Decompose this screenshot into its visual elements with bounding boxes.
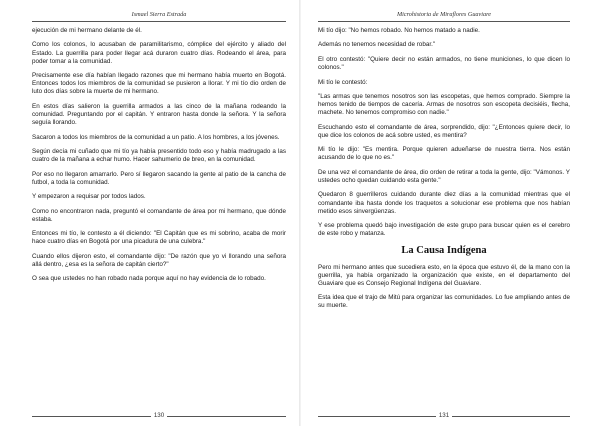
left-page-number: 130 bbox=[153, 412, 165, 419]
section-title: La Causa Indígena bbox=[401, 244, 487, 256]
right-paragraph: Quedaron 8 guerrilleros cuidando durante diez días a la comunidad mientras que el comandante iba hasta donde los traquetos a solucionar ese problema que nos habían metido esos sinvergüenzas. bbox=[318, 191, 570, 215]
left-header-rule bbox=[32, 21, 286, 22]
left-paragraph: Precisamente ese día habían llegado razones que mi hermano había muerto en Bogotá. Entonces todos los miembros de la comunidad se pusieron a llorar. Y mi tío dio orden de luto dos días sobre la muerte de mi hermano. bbox=[32, 72, 286, 96]
left-paragraph: En estos días salieron la guerrilla armados a las cinco de la mañana rodeando la comunidad. Preguntando por el capitán. Y entraron hasta donde la señora. Y la señora seguía llorando. bbox=[32, 102, 286, 127]
right-header-rule bbox=[318, 21, 570, 22]
right-paragraph: De una vez el comandante de área, dio orden de retirar a toda la gente, dijo: "Vámonos. Y ustedes ocho quedan cuidando esta gente." bbox=[318, 168, 570, 184]
left-page-footer bbox=[32, 412, 286, 420]
right-page-body bbox=[318, 27, 570, 317]
right-paragraph: Mi tío le dijo: "Es mentira. Porque quieren adueñarse de nuestra tierra. Nos están acusando de lo que no es." bbox=[318, 146, 570, 162]
right-footer-rule-right bbox=[452, 416, 570, 417]
left-paragraph: Sacaron a todos los miembros de la comunidad a un patio. A los hombres, a los jóvenes. bbox=[32, 133, 280, 141]
right-paragraph: Y ese problema quedó bajo investigación de este grupo para buscar quien es el cerebro de este robo y matanza. bbox=[318, 222, 570, 238]
right-page-number: 131 bbox=[438, 412, 450, 419]
left-paragraph: Como los colonos, lo acusaban de paramilitarismo, cómplice del ejército y aliado del Estado. La guerrilla para poder llegar acá duraron cuatro días. Rodeando el área, para poder tomar a la comunidad. bbox=[32, 41, 286, 65]
right-paragraph: Escuchando esto el comandante de área, sorprendido, dijo: "¿Entonces quiere decir, lo que dice los colonos de acá sobre usted, es mentira? bbox=[318, 123, 570, 139]
right-paragraph: Además no tenemos necesidad de robar." bbox=[318, 41, 436, 49]
right-page-footer bbox=[318, 412, 570, 420]
left-paragraph: Y empezaron a requisar por todos lados. bbox=[32, 193, 146, 201]
left-paragraph: Cuando ellos dijeron esto, el comandante dijo: "De razón que yo vi llorando una señora allá dentro, ¿esa es la señora de capitán cierto?" bbox=[32, 252, 286, 268]
right-running-header: Microhistoria de Miraflores Guaviare bbox=[396, 11, 491, 18]
left-paragraph: Como no encontraron nada, preguntó el comandante de área por mi hermano, que dónde estaba. bbox=[32, 207, 286, 223]
right-paragraph: Pero mi hermano antes que sucediera esto, en la época que estuvo él, de la mano con la guerrilla, ya había organizado la organización que existe, en el departamento del Guaviare que es Consejo Regional Indígena del Guaviare. bbox=[318, 263, 570, 287]
left-paragraph: Según decía mi cuñado que mi tío ya había presentido todo eso y había madrugado a las cuatro de la mañana a echar humo. Hacer sahumerio de breo, en la comunidad. bbox=[32, 147, 286, 164]
right-paragraph: "Las armas que tenemos nosotros son las escopetas, que hemos comprado. Siempre la hemos tenido de tiempos de cacería. Armas de nosotros son escopeta decisiéis, flecha, machete. No tenemos compromiso con nadie." bbox=[318, 93, 570, 117]
left-running-header: Ismael Sierra Estrada bbox=[131, 11, 187, 18]
left-paragraph: O sea que ustedes no han robado nada porque aquí no hay evidencia de lo robado. bbox=[32, 275, 266, 283]
left-page-body bbox=[32, 27, 286, 290]
right-paragraph: Mi tío le contestó: bbox=[318, 78, 368, 86]
right-paragraph: El otro contestó: "Quiere decir no están armados, no tiene municiones, lo que dicen lo colonos." bbox=[318, 55, 570, 72]
right-page bbox=[300, 0, 600, 426]
left-paragraph: Por eso no llegaron amarrarlo. Pero sí llegaron sacando la gente al patio de la cancha de futbol, a toda la comunidad. bbox=[32, 170, 286, 186]
right-paragraph: Esta idea que el trajo de Mitú para organizar las comunidades. Lo fue ampliando antes de su muerte. bbox=[318, 294, 570, 310]
left-footer-rule-right bbox=[167, 416, 286, 417]
left-paragraph: ejecución de mi hermano delante de él. bbox=[32, 27, 142, 34]
left-paragraph: Entonces mi tío, le contesto a él diciendo: "El Capitán que es mi sobrino, acaba de morir hace cuatro días en Bogotá por una picadura de una culebra." bbox=[32, 230, 286, 246]
right-paragraph: Mi tío dijo: "No hemos robado. No hemos matado a nadie. bbox=[318, 27, 480, 34]
